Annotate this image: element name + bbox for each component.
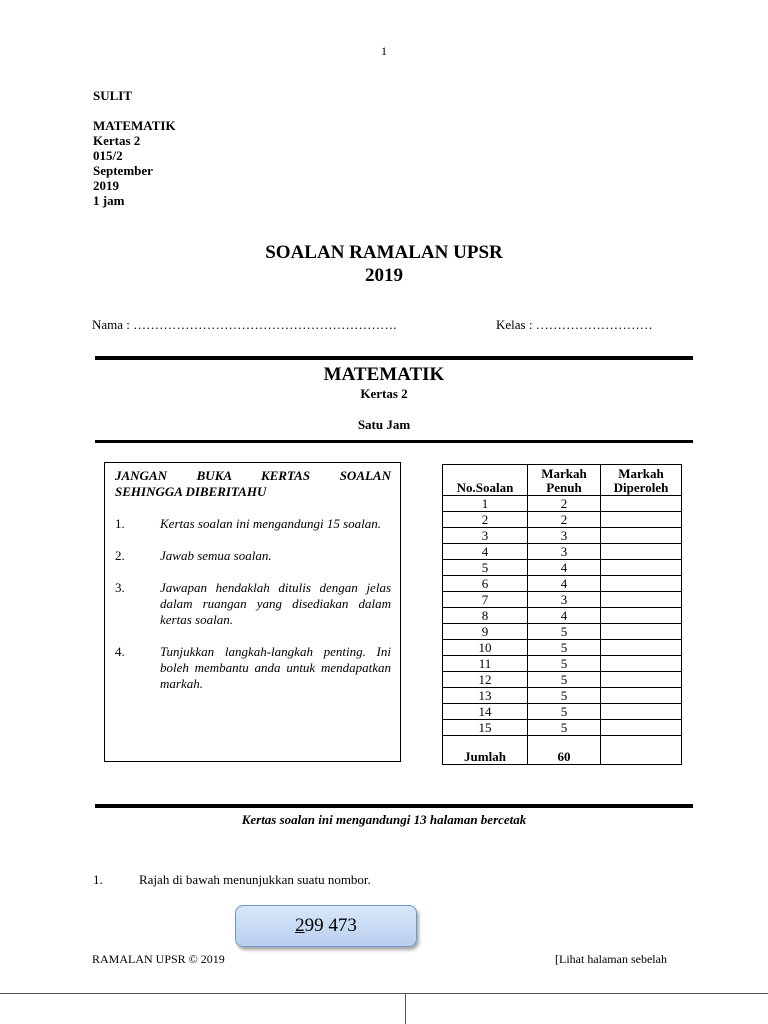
total-label: Jumlah xyxy=(443,736,528,765)
name-field[interactable]: Nama : ……………………………………………………. xyxy=(92,317,397,332)
question-number-cell: 14 xyxy=(443,704,528,720)
number-rest: 99 473 xyxy=(304,915,357,936)
instructions-heading-line2: SEHINGGA DIBERITAHU xyxy=(115,484,267,499)
marks-table-row xyxy=(443,704,682,720)
obtained-marks-cell[interactable] xyxy=(601,656,682,672)
subject-title: MATEMATIK xyxy=(323,364,445,385)
marks-table-row xyxy=(443,496,682,512)
paper-code: 015/2 xyxy=(93,148,123,163)
obtained-marks-cell[interactable] xyxy=(601,576,682,592)
question-number-cell: 1 xyxy=(443,496,528,512)
obtained-marks-cell[interactable] xyxy=(601,624,682,640)
paper-number: Kertas 2 xyxy=(93,133,141,148)
question-number-cell: 11 xyxy=(443,656,528,672)
full-marks-cell: 3 xyxy=(528,528,601,544)
instruction-item xyxy=(115,516,391,532)
instruction-item xyxy=(115,548,391,564)
page-number: 1 xyxy=(381,44,387,58)
obtained-marks-cell[interactable] xyxy=(601,560,682,576)
underlined-digit: 2 xyxy=(295,915,305,936)
full-marks-cell: 5 xyxy=(528,704,601,720)
instructions-heading xyxy=(115,468,391,500)
marks-table-row xyxy=(443,592,682,608)
obtained-marks-cell[interactable] xyxy=(601,672,682,688)
header-full-marks: Markah Penuh xyxy=(528,465,601,496)
instruction-number: 2. xyxy=(115,548,125,563)
obtained-marks-cell[interactable] xyxy=(601,544,682,560)
full-marks-cell: 4 xyxy=(528,576,601,592)
marks-table-header xyxy=(443,465,682,496)
question-number-cell: 9 xyxy=(443,624,528,640)
question-text: Rajah di bawah menunjukkan suatu nombor. xyxy=(139,872,371,887)
instructions-heading-line1: JANGAN BUKA KERTAS SOALAN xyxy=(115,468,391,483)
marks-table-row xyxy=(443,624,682,640)
page-edge-tick xyxy=(405,993,406,1024)
total-value: 60 xyxy=(528,736,601,765)
full-marks-cell: 5 xyxy=(528,688,601,704)
marks-table-row xyxy=(443,576,682,592)
question-number-cell: 2 xyxy=(443,512,528,528)
full-marks-cell: 3 xyxy=(528,544,601,560)
classification-text: SULIT xyxy=(93,88,133,103)
full-marks-cell: 3 xyxy=(528,592,601,608)
instruction-text: Jawab semua soalan. xyxy=(160,548,272,563)
classification-label xyxy=(93,88,132,103)
marks-table-row xyxy=(443,560,682,576)
page-count-note: Kertas soalan ini mengandungi 13 halaman bercetak xyxy=(241,812,527,827)
instruction-item xyxy=(115,580,391,628)
subject-paper: Kertas 2 xyxy=(360,386,408,401)
full-marks-cell: 2 xyxy=(528,512,601,528)
subject-duration: Satu Jam xyxy=(357,417,411,432)
full-marks-cell: 5 xyxy=(528,720,601,736)
header-marks-obtained: Markah Diperoleh xyxy=(601,465,682,496)
full-marks-cell: 5 xyxy=(528,640,601,656)
exam-year: 2019 xyxy=(365,265,403,286)
marks-table-row xyxy=(443,672,682,688)
paper-month: September xyxy=(93,163,153,178)
instruction-number: 3. xyxy=(115,580,125,595)
footer-next-page: [Lihat halaman sebelah xyxy=(555,952,667,966)
exam-title: SOALAN RAMALAN UPSR xyxy=(265,242,503,263)
paper-duration: 1 jam xyxy=(93,193,125,208)
question-number-cell: 13 xyxy=(443,688,528,704)
marks-table-row xyxy=(443,640,682,656)
divider-top xyxy=(95,356,693,360)
question-number: 1. xyxy=(93,872,103,887)
full-marks-cell: 4 xyxy=(528,608,601,624)
paper-year: 2019 xyxy=(93,178,119,193)
full-marks-cell: 5 xyxy=(528,656,601,672)
marks-table xyxy=(442,464,682,765)
instruction-number: 1. xyxy=(115,516,125,531)
total-obtained-cell[interactable] xyxy=(601,736,682,765)
instruction-item xyxy=(115,644,391,692)
class-field[interactable]: Kelas : ……………………… xyxy=(496,317,653,332)
instruction-number: 4. xyxy=(115,644,125,659)
obtained-marks-cell[interactable] xyxy=(601,592,682,608)
paper-subject: MATEMATIK xyxy=(93,118,176,133)
obtained-marks-cell[interactable] xyxy=(601,512,682,528)
obtained-marks-cell[interactable] xyxy=(601,528,682,544)
marks-total-row xyxy=(443,736,682,765)
question-number-cell: 12 xyxy=(443,672,528,688)
header-question-no: No.Soalan xyxy=(443,465,528,496)
obtained-marks-cell[interactable] xyxy=(601,688,682,704)
marks-table-row xyxy=(443,512,682,528)
marks-table-row xyxy=(443,688,682,704)
full-marks-cell: 5 xyxy=(528,624,601,640)
marks-table-row xyxy=(443,544,682,560)
obtained-marks-cell[interactable] xyxy=(601,608,682,624)
instruction-text: Kertas soalan ini mengandungi 15 soalan. xyxy=(160,516,382,531)
marks-table-row xyxy=(443,608,682,624)
instruction-text: Jawapan hendaklah ditulis dengan jelas dalam ruangan yang disediakan dalam kertas soalan. xyxy=(160,580,391,627)
full-marks-cell: 5 xyxy=(528,672,601,688)
question-number-cell: 3 xyxy=(443,528,528,544)
question-number-cell: 10 xyxy=(443,640,528,656)
divider-bottom xyxy=(95,804,693,808)
instruction-text: Tunjukkan langkah-langkah penting. Ini boleh membantu anda untuk mendapatkan markah. xyxy=(160,644,391,691)
obtained-marks-cell[interactable] xyxy=(601,720,682,736)
obtained-marks-cell[interactable] xyxy=(601,704,682,720)
instructions-box xyxy=(104,462,401,762)
marks-table-row xyxy=(443,656,682,672)
question-number-cell: 15 xyxy=(443,720,528,736)
marks-table-row xyxy=(443,528,682,544)
question-number-cell: 7 xyxy=(443,592,528,608)
question-number-cell: 8 xyxy=(443,608,528,624)
footer-copyright: RAMALAN UPSR © 2019 xyxy=(92,952,225,966)
page-edge-line xyxy=(0,993,768,994)
divider-middle xyxy=(95,440,693,443)
paper-info xyxy=(93,118,176,208)
obtained-marks-cell[interactable] xyxy=(601,640,682,656)
number-display-box xyxy=(235,905,417,947)
question-number-cell: 5 xyxy=(443,560,528,576)
question-number-cell: 6 xyxy=(443,576,528,592)
obtained-marks-cell[interactable] xyxy=(601,496,682,512)
full-marks-cell: 2 xyxy=(528,496,601,512)
full-marks-cell: 4 xyxy=(528,560,601,576)
question-number-cell: 4 xyxy=(443,544,528,560)
marks-table-row xyxy=(443,720,682,736)
